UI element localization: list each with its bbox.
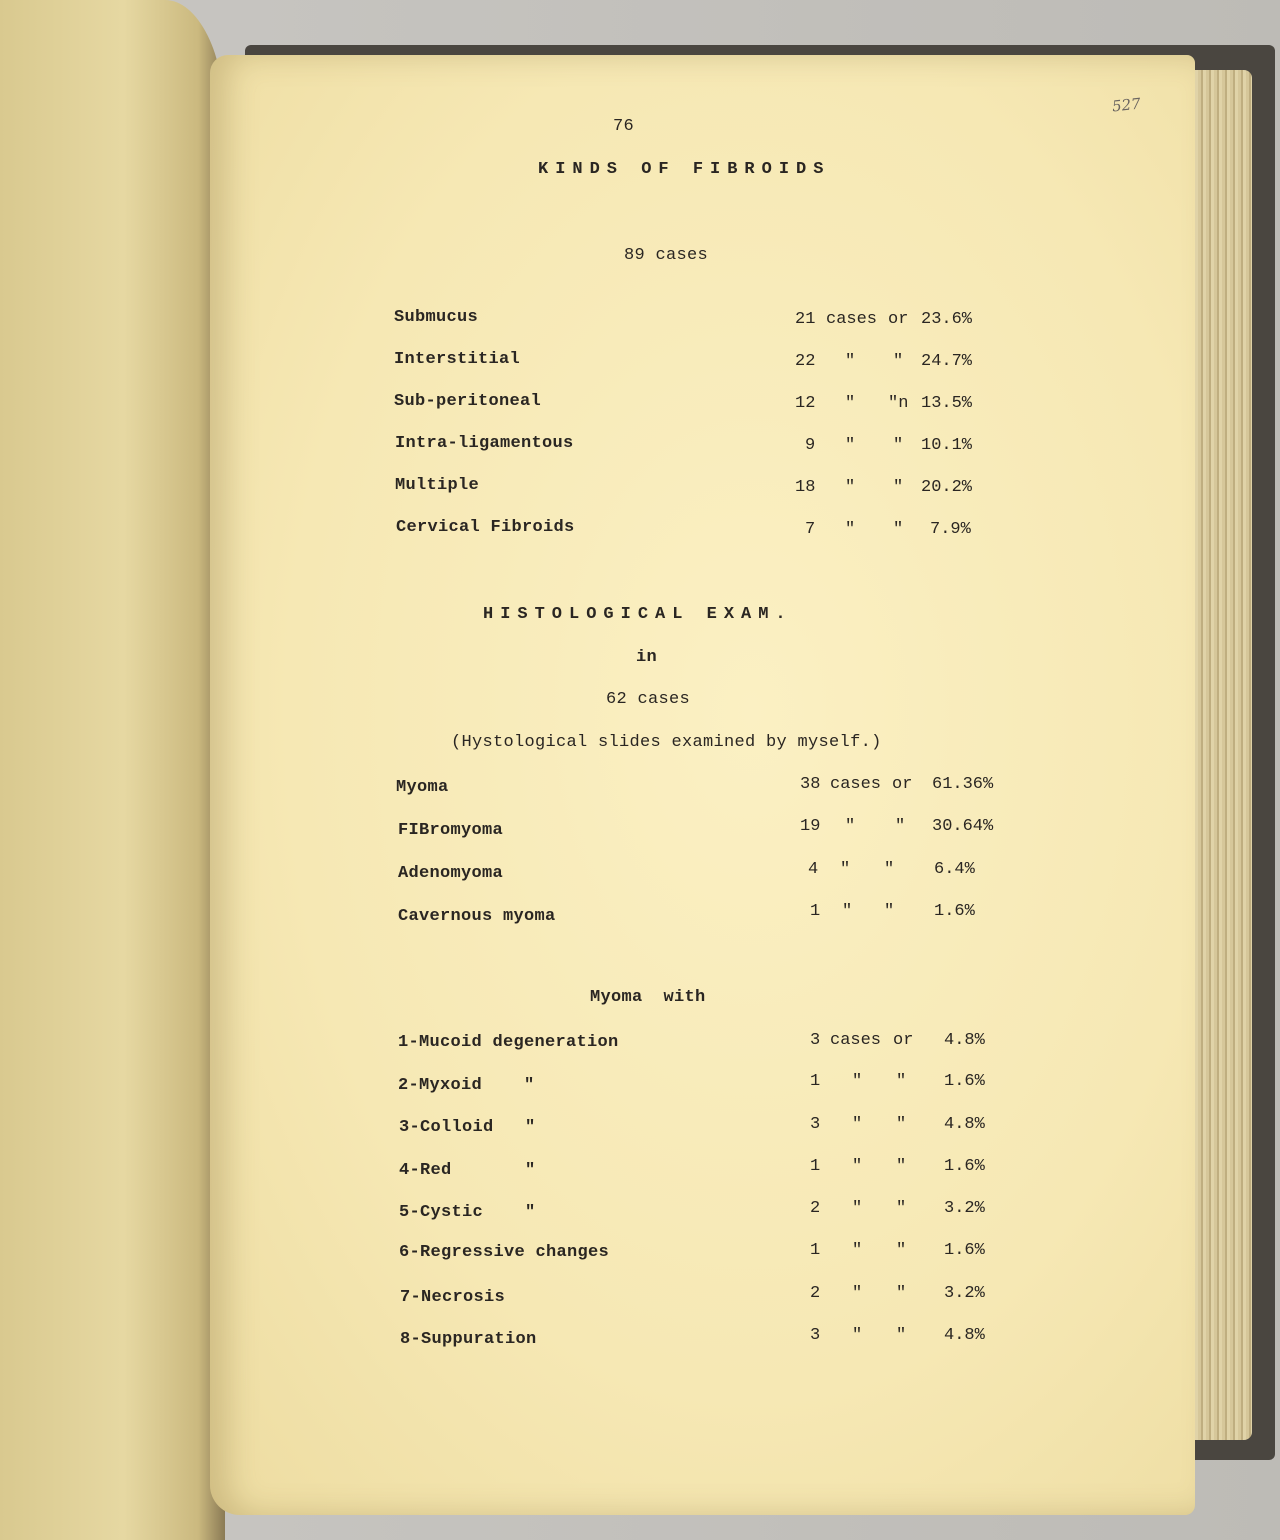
row-unit: " xyxy=(852,1157,863,1176)
row-unit: " xyxy=(852,1072,863,1091)
row-percent: 1.6% xyxy=(944,1157,985,1176)
row-count: 9 xyxy=(805,436,816,455)
row-sep: " xyxy=(896,1326,907,1345)
row-count: 4 xyxy=(808,860,819,879)
row-label: 6-Regressive changes xyxy=(399,1243,610,1262)
row-sep: " xyxy=(893,478,904,497)
row-label: Submucus xyxy=(394,308,479,327)
archive-stamp-number: 527 xyxy=(1111,94,1142,116)
row-percent: 1.6% xyxy=(944,1072,985,1091)
row-percent: 4.8% xyxy=(944,1031,985,1050)
row-count: 1 xyxy=(810,1072,821,1091)
row-unit: " xyxy=(852,1326,863,1345)
row-unit: " xyxy=(845,817,856,836)
row-sep: " xyxy=(896,1072,907,1091)
row-sep: " xyxy=(896,1199,907,1218)
row-label: Intra-ligamentous xyxy=(395,434,574,453)
row-count: 38 xyxy=(800,775,821,794)
row-unit: " xyxy=(845,436,856,455)
row-label: Cavernous myoma xyxy=(398,907,556,926)
row-sep: " xyxy=(896,1157,907,1176)
row-count: 2 xyxy=(810,1284,821,1303)
row-sep: or xyxy=(888,310,909,329)
row-percent: 1.6% xyxy=(944,1241,985,1260)
row-label: 8-Suppuration xyxy=(400,1330,537,1349)
section-title-kinds-of-fibroids: KINDS OF FIBROIDS xyxy=(538,160,831,179)
section-subtitle-89-cases: 89 cases xyxy=(624,246,709,265)
row-label: 3-Colloid " xyxy=(399,1118,536,1137)
row-label: 5-Cystic " xyxy=(399,1203,536,1222)
row-unit: " xyxy=(852,1199,863,1218)
row-unit: cases xyxy=(826,310,878,329)
row-label: Interstitial xyxy=(394,350,521,369)
row-sep: " xyxy=(896,1284,907,1303)
row-label: FIBromyoma xyxy=(398,821,504,840)
row-sep: " xyxy=(895,817,906,836)
row-sep: " xyxy=(893,520,904,539)
row-percent: 61.36% xyxy=(932,775,994,794)
row-sep: "n xyxy=(888,394,909,413)
row-percent: 6.4% xyxy=(934,860,975,879)
row-unit: " xyxy=(845,520,856,539)
row-label: Multiple xyxy=(395,476,480,495)
row-sep: " xyxy=(893,352,904,371)
row-percent: 20.2% xyxy=(921,478,973,497)
section-line-in: in xyxy=(636,648,658,667)
row-percent: 30.64% xyxy=(932,817,994,836)
row-percent: 23.6% xyxy=(921,310,973,329)
row-label: 1-Mucoid degeneration xyxy=(398,1033,619,1052)
row-unit: cases xyxy=(830,1031,882,1050)
row-count: 12 xyxy=(795,394,816,413)
row-unit: " xyxy=(842,902,853,921)
section-note: (Hystological slides examined by myself.) xyxy=(451,733,882,752)
row-label: Myoma xyxy=(396,778,449,797)
row-percent: 3.2% xyxy=(944,1284,985,1303)
row-count: 3 xyxy=(810,1031,821,1050)
row-sep: " xyxy=(896,1241,907,1260)
row-percent: 7.9% xyxy=(930,520,971,539)
row-label: Sub-peritoneal xyxy=(394,392,542,411)
row-label: 7-Necrosis xyxy=(400,1288,506,1307)
row-sep: " xyxy=(893,436,904,455)
row-percent: 4.8% xyxy=(944,1115,985,1134)
row-count: 3 xyxy=(810,1115,821,1134)
page-number: 76 xyxy=(613,117,635,136)
row-count: 1 xyxy=(810,1157,821,1176)
row-label: 4-Red " xyxy=(399,1161,536,1180)
row-percent: 24.7% xyxy=(921,352,973,371)
row-percent: 1.6% xyxy=(934,902,975,921)
previous-page xyxy=(0,0,225,1540)
row-label: Adenomyoma xyxy=(398,864,504,883)
section-subtitle-62-cases: 62 cases xyxy=(606,690,691,709)
row-count: 1 xyxy=(810,902,821,921)
row-unit: " xyxy=(852,1284,863,1303)
row-percent: 13.5% xyxy=(921,394,973,413)
row-count: 7 xyxy=(805,520,816,539)
section-title-myoma-with: Myoma with xyxy=(590,988,706,1007)
row-unit: " xyxy=(845,394,856,413)
row-label: 2-Myxoid " xyxy=(398,1076,535,1095)
row-unit: " xyxy=(852,1241,863,1260)
row-count: 18 xyxy=(795,478,816,497)
row-label: Cervical Fibroids xyxy=(396,518,575,537)
row-unit: " xyxy=(845,352,856,371)
section-title-histological-exam: HISTOLOGICAL EXAM. xyxy=(483,605,793,624)
row-sep: " xyxy=(896,1115,907,1134)
row-percent: 4.8% xyxy=(944,1326,985,1345)
row-sep: or xyxy=(893,1031,914,1050)
row-unit: " xyxy=(840,860,851,879)
row-count: 21 xyxy=(795,310,816,329)
row-unit: " xyxy=(845,478,856,497)
row-sep: or xyxy=(892,775,913,794)
row-unit: cases xyxy=(830,775,882,794)
row-count: 1 xyxy=(810,1241,821,1260)
row-unit: " xyxy=(852,1115,863,1134)
row-count: 3 xyxy=(810,1326,821,1345)
row-count: 22 xyxy=(795,352,816,371)
row-percent: 3.2% xyxy=(944,1199,985,1218)
document-page xyxy=(210,55,1195,1515)
row-count: 2 xyxy=(810,1199,821,1218)
row-sep: " xyxy=(884,860,895,879)
row-sep: " xyxy=(884,902,895,921)
row-count: 19 xyxy=(800,817,821,836)
row-percent: 10.1% xyxy=(921,436,973,455)
